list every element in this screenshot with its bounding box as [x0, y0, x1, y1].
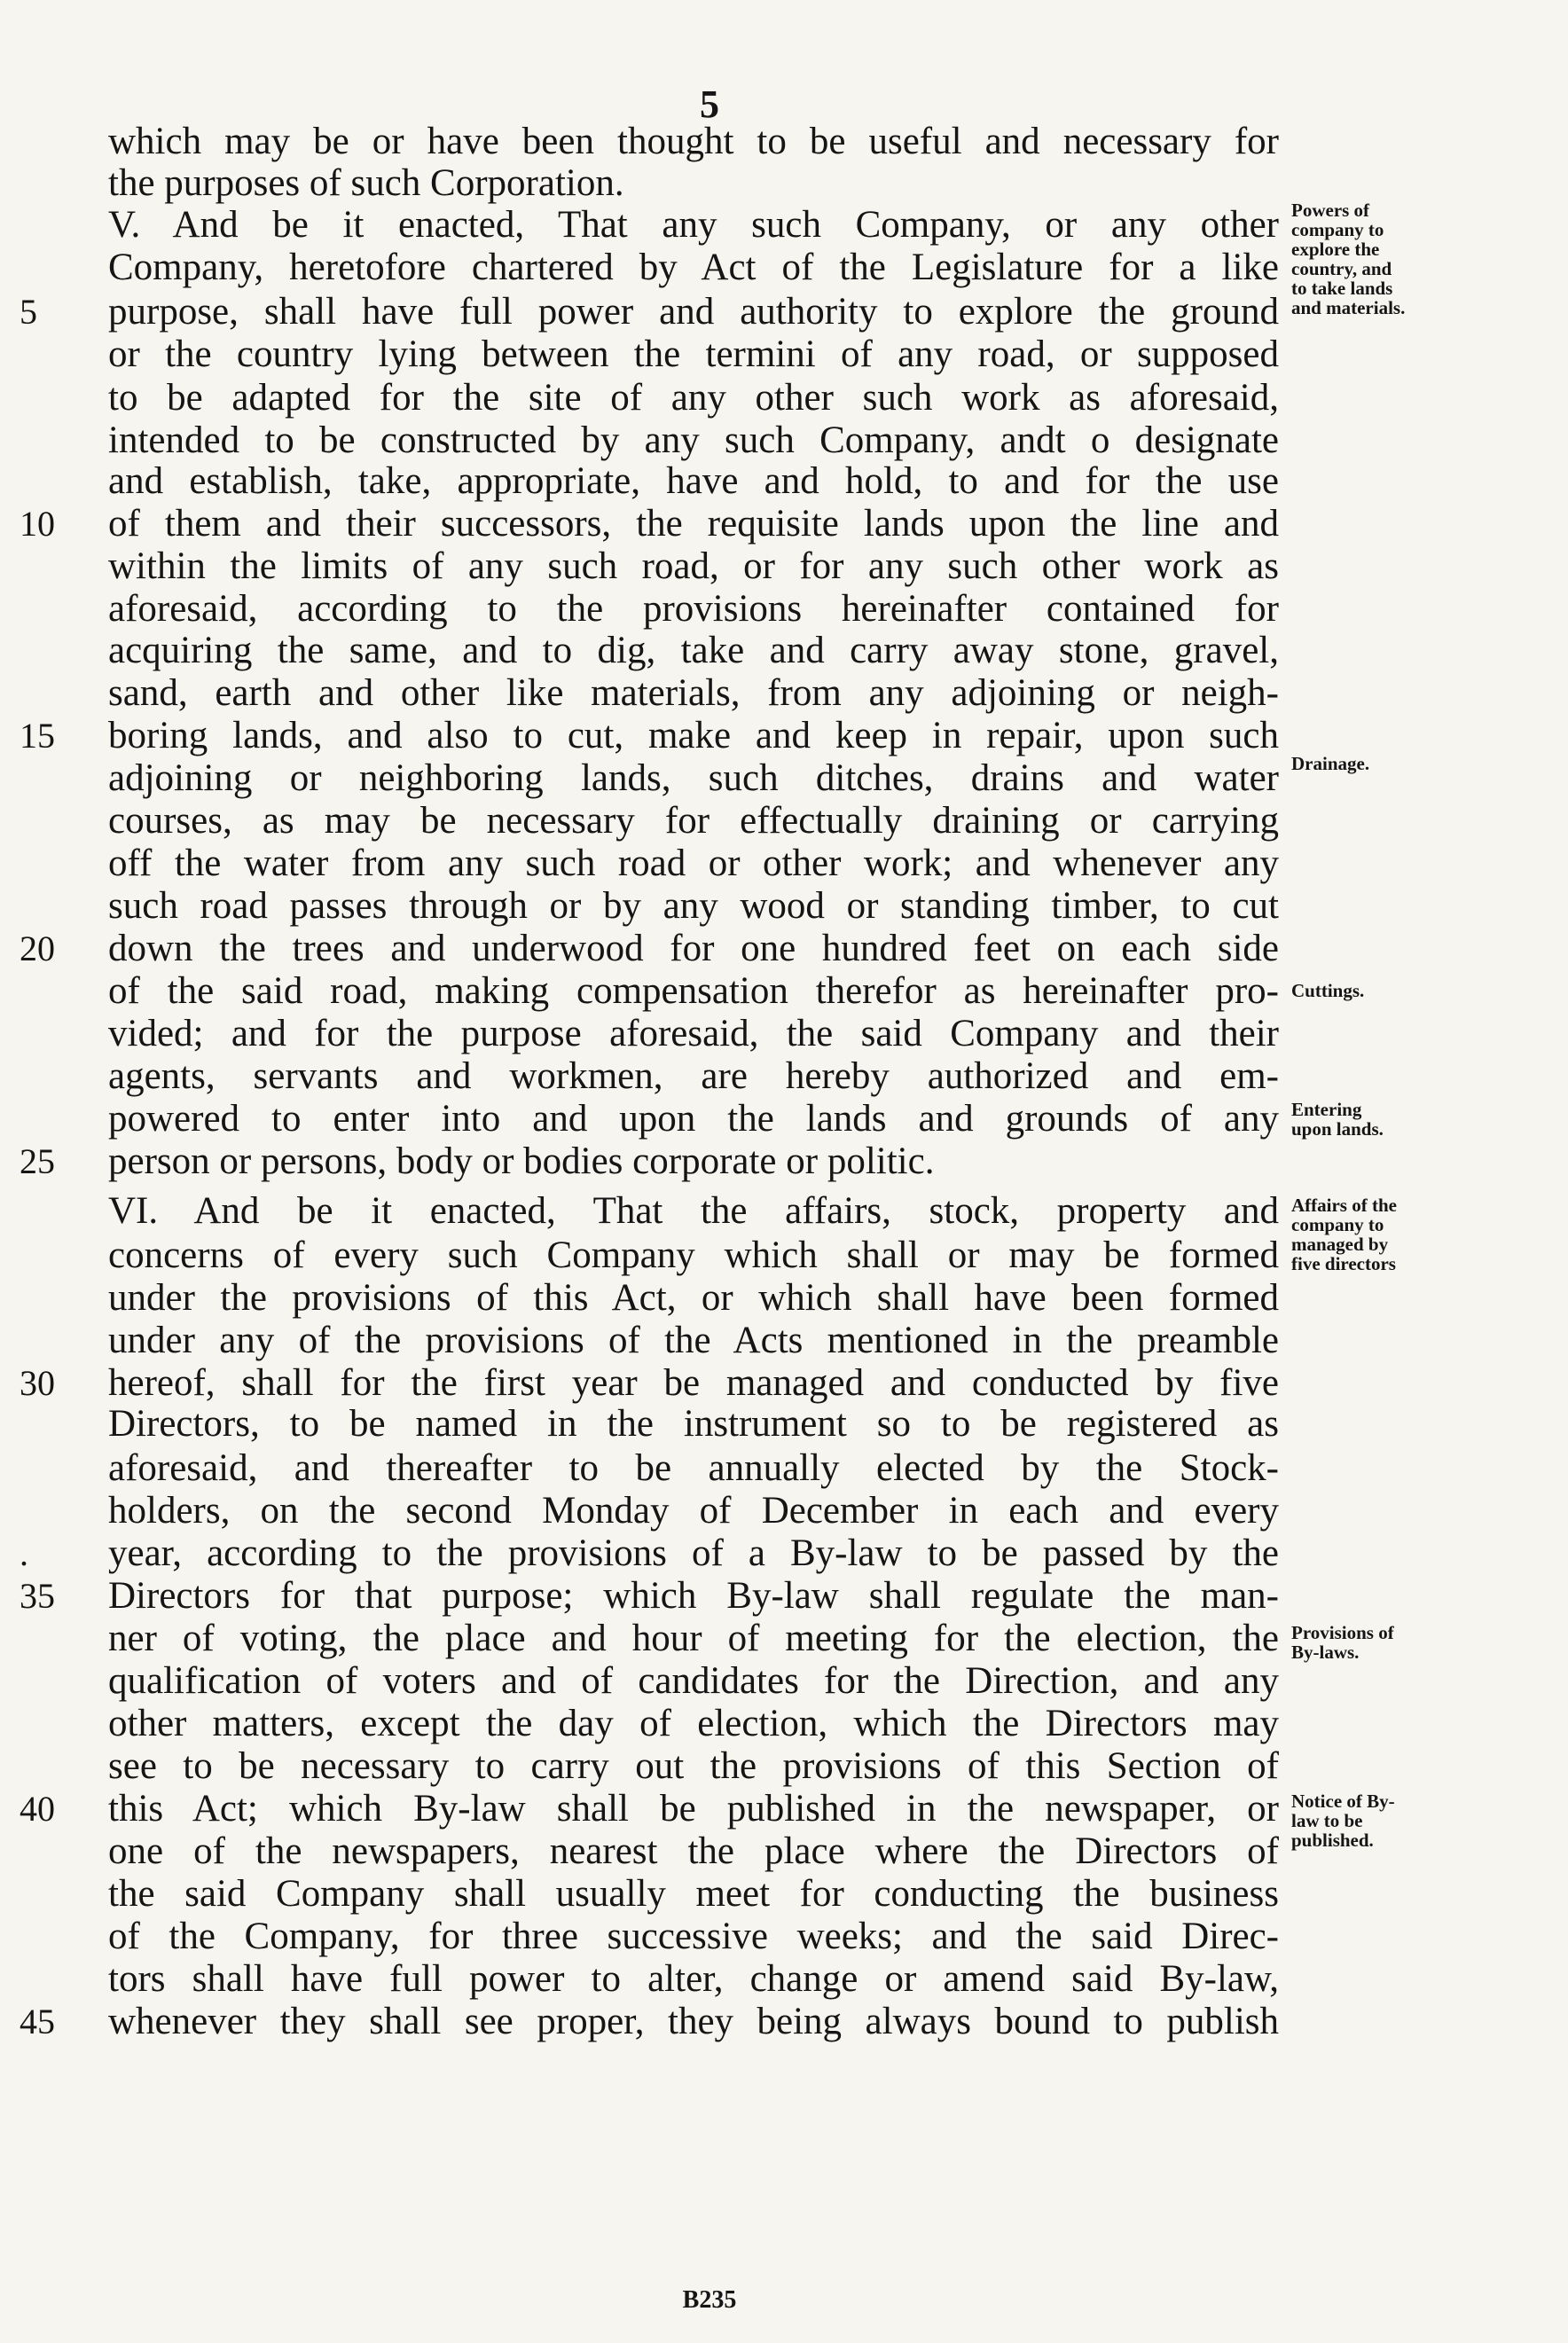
text-line: such road passes through or by any wood or standing timber, to cut [108, 885, 1279, 927]
line-number: 5 [20, 292, 37, 332]
text-line: of them and their successors, the requisite lands upon the line and [108, 503, 1279, 545]
text-line: person or persons, body or bodies corporate or politic. [108, 1140, 935, 1182]
text-line: the purposes of such Corporation. [108, 162, 624, 204]
text-line: VI. And be it enacted, That the affairs, stock, property and [108, 1190, 1279, 1232]
margin-note-line: law to be [1291, 1810, 1363, 1831]
margin-note-line: company to [1291, 1214, 1384, 1235]
text-line: Directors, to be named in the instrument so to be registered as [108, 1403, 1279, 1445]
signature-mark: B235 [682, 2286, 737, 2314]
text-line: of the Company, for three successive weeks; and the said Direc- [108, 1916, 1279, 1957]
text-line: aforesaid, and thereafter to be annually elected by the Stock- [108, 1447, 1279, 1489]
text-line: qualification of voters and of candidates for the Direction, and any [108, 1660, 1279, 1702]
margin-note-line: Cuttings. [1291, 980, 1365, 1001]
margin-note-line: Powers of [1291, 200, 1370, 221]
page-number: 5 [700, 82, 719, 126]
text-line: aforesaid, according to the provisions hereinafter contained for [108, 588, 1279, 630]
line-number: 25 [20, 1141, 55, 1181]
line-number: 15 [20, 716, 55, 756]
margin-note-line: By-laws. [1291, 1642, 1360, 1663]
margin-note [1291, 1195, 1557, 1273]
text-line: purpose, shall have full power and authority to explore the ground [108, 291, 1279, 333]
text-line: within the limits of any such road, or for any such other work as [108, 545, 1279, 587]
text-line: powered to enter into and upon the lands and grounds of any [108, 1098, 1279, 1140]
line-number: 30 [20, 1363, 55, 1403]
text-line: V. And be it enacted, That any such Company, or any other [108, 204, 1279, 246]
text-line: of the said road, making compensation therefor as hereinafter pro- [108, 970, 1279, 1012]
margin-note-line: Drainage. [1291, 753, 1370, 774]
line-number: 45 [20, 2002, 55, 2041]
text-line: one of the newspapers, nearest the place where the Directors of [108, 1830, 1279, 1872]
margin-note-line: country, and [1291, 258, 1392, 279]
text-line: under the provisions of this Act, or which shall have been formed [108, 1277, 1279, 1319]
margin-note-line: five directors [1291, 1253, 1396, 1274]
text-line: Directors for that purpose; which By-law shall regulate the man- [108, 1575, 1279, 1617]
line-number: 10 [20, 504, 55, 544]
text-line: down the trees and underwood for one hundred feet on each side [108, 928, 1279, 969]
text-line: boring lands, and also to cut, make and keep in repair, upon such [108, 715, 1279, 756]
text-line: Company, heretofore chartered by Act of the Legislature for a like [108, 247, 1279, 288]
text-line: or the country lying between the termini of any road, or supposed [108, 333, 1279, 375]
text-line: whenever they shall see proper, they being always bound to publish [108, 2001, 1279, 2042]
margin-note [1291, 754, 1557, 773]
text-line: other matters, except the day of election, which the Directors may [108, 1703, 1279, 1744]
margin-note-line: Notice of By- [1291, 1791, 1395, 1812]
text-line: year, according to the provisions of a By-law to be passed by the [108, 1532, 1279, 1574]
text-line: to be adapted for the site of any other such work as aforesaid, [108, 377, 1279, 419]
line-number: 40 [20, 1789, 55, 1829]
line-number: 20 [20, 929, 55, 968]
margin-note-line: explore the [1291, 239, 1380, 260]
line-number: . [20, 1533, 28, 1573]
margin-note-line: Affairs of the [1291, 1195, 1397, 1216]
text-line: which may be or have been thought to be useful and necessary for [108, 121, 1279, 162]
margin-note [1291, 200, 1557, 317]
margin-note-line: Provisions of [1291, 1622, 1394, 1643]
margin-note-line: Entering [1291, 1099, 1362, 1120]
margin-note-line: company to [1291, 219, 1384, 240]
text-line: the said Company shall usually meet for conducting the business [108, 1873, 1279, 1915]
margin-note-line: published. [1291, 1830, 1374, 1851]
margin-note [1291, 1100, 1557, 1139]
text-line: courses, as may be necessary for effectually draining or carrying [108, 800, 1279, 842]
text-line: acquiring the same, and to dig, take and carry away stone, gravel, [108, 630, 1279, 671]
margin-note-line: to take lands [1291, 278, 1393, 299]
text-line: ner of voting, the place and hour of meeting for the election, the [108, 1618, 1279, 1659]
text-line: sand, earth and other like materials, from any adjoining or neigh- [108, 672, 1279, 714]
line-number: 35 [20, 1576, 55, 1616]
text-line: and establish, take, appropriate, have and hold, to and for the use [108, 460, 1279, 502]
margin-note [1291, 1791, 1557, 1850]
text-line: see to be necessary to carry out the provisions of this Section of [108, 1745, 1279, 1787]
text-line: agents, servants and workmen, are hereby authorized and em- [108, 1055, 1279, 1097]
text-line: intended to be constructed by any such Company, andt o designate [108, 419, 1279, 461]
text-line: adjoining or neighboring lands, such ditches, drains and water [108, 757, 1279, 799]
margin-note [1291, 981, 1557, 1000]
text-line: under any of the provisions of the Acts mentioned in the preamble [108, 1320, 1279, 1361]
text-line: off the water from any such road or other work; and whenever any [108, 842, 1279, 884]
text-line: holders, on the second Monday of December in each and every [108, 1490, 1279, 1532]
margin-note-line: managed by [1291, 1234, 1389, 1255]
text-line: concerns of every such Company which shall or may be formed [108, 1234, 1279, 1276]
text-line: this Act; which By-law shall be published in the newspaper, or [108, 1788, 1279, 1830]
text-line: vided; and for the purpose aforesaid, the said Company and their [108, 1013, 1279, 1054]
text-line: tors shall have full power to alter, change or amend said By-law, [108, 1958, 1279, 2000]
text-line: hereof, shall for the first year be managed and conducted by five [108, 1362, 1279, 1404]
margin-note-line: upon lands. [1291, 1118, 1384, 1140]
margin-note-line: and materials. [1291, 297, 1406, 318]
margin-note [1291, 1623, 1557, 1662]
